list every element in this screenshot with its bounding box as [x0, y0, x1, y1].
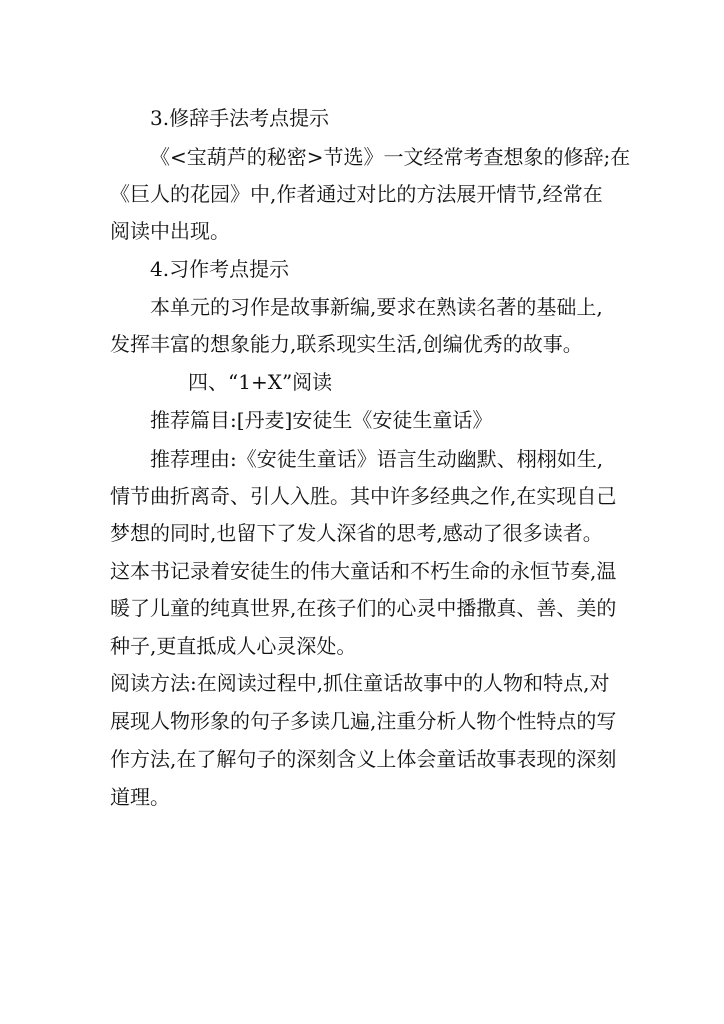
paragraph-line: 道理。 — [110, 785, 170, 809]
paragraph-line: 种子,更直抵成人心灵深处。 — [110, 634, 357, 658]
paragraph-line: 展现人物形象的句子多读几遍,注重分析人物个性特点的写 — [110, 709, 617, 733]
paragraph-line: 发挥丰富的想象能力,联系现实生活,创编优秀的故事。 — [110, 332, 583, 356]
paragraph-line: 本单元的习作是故事新编,要求在熟读名著的基础上, — [150, 295, 603, 319]
paragraph-line: 作方法,在了解句子的深刻含义上体会童话故事表现的深刻 — [110, 747, 617, 771]
paragraph-line: 这本书记录着安徒生的伟大童话和不朽生命的永恒节奏,温 — [110, 559, 617, 583]
heading-rhetoric-tips: 3.修辞手法考点提示 — [150, 106, 330, 130]
heading-1x-reading: 四、“1+X”阅读 — [188, 370, 333, 394]
paragraph-line: 《<宝葫芦的秘密>节选》一文经常考查想象的修辞;在 — [150, 145, 630, 169]
recommended-title-line: 推荐篇目:[丹麦]安徒生《安徒生童话》 — [150, 408, 493, 432]
paragraph-line: 推荐理由:《安徒生童话》语言生动幽默、栩栩如生, — [150, 447, 604, 471]
paragraph-line: 《巨人的花园》中,作者通过对比的方法展开情节,经常在 — [110, 182, 603, 206]
paragraph-line: 阅读方法:在阅读过程中,抓住童话故事中的人物和特点,对 — [110, 671, 610, 695]
paragraph-line: 梦想的同时,也留下了发人深省的思考,感动了很多读者。 — [110, 521, 603, 545]
paragraph-line: 暖了儿童的纯真世界,在孩子们的心灵中播撒真、善、美的 — [110, 596, 617, 620]
heading-writing-tips: 4.习作考点提示 — [150, 257, 290, 281]
paragraph-line: 阅读中出现。 — [110, 219, 230, 243]
paragraph-line: 情节曲折离奇、引人入胜。其中许多经典之作,在实现自己 — [110, 484, 617, 508]
